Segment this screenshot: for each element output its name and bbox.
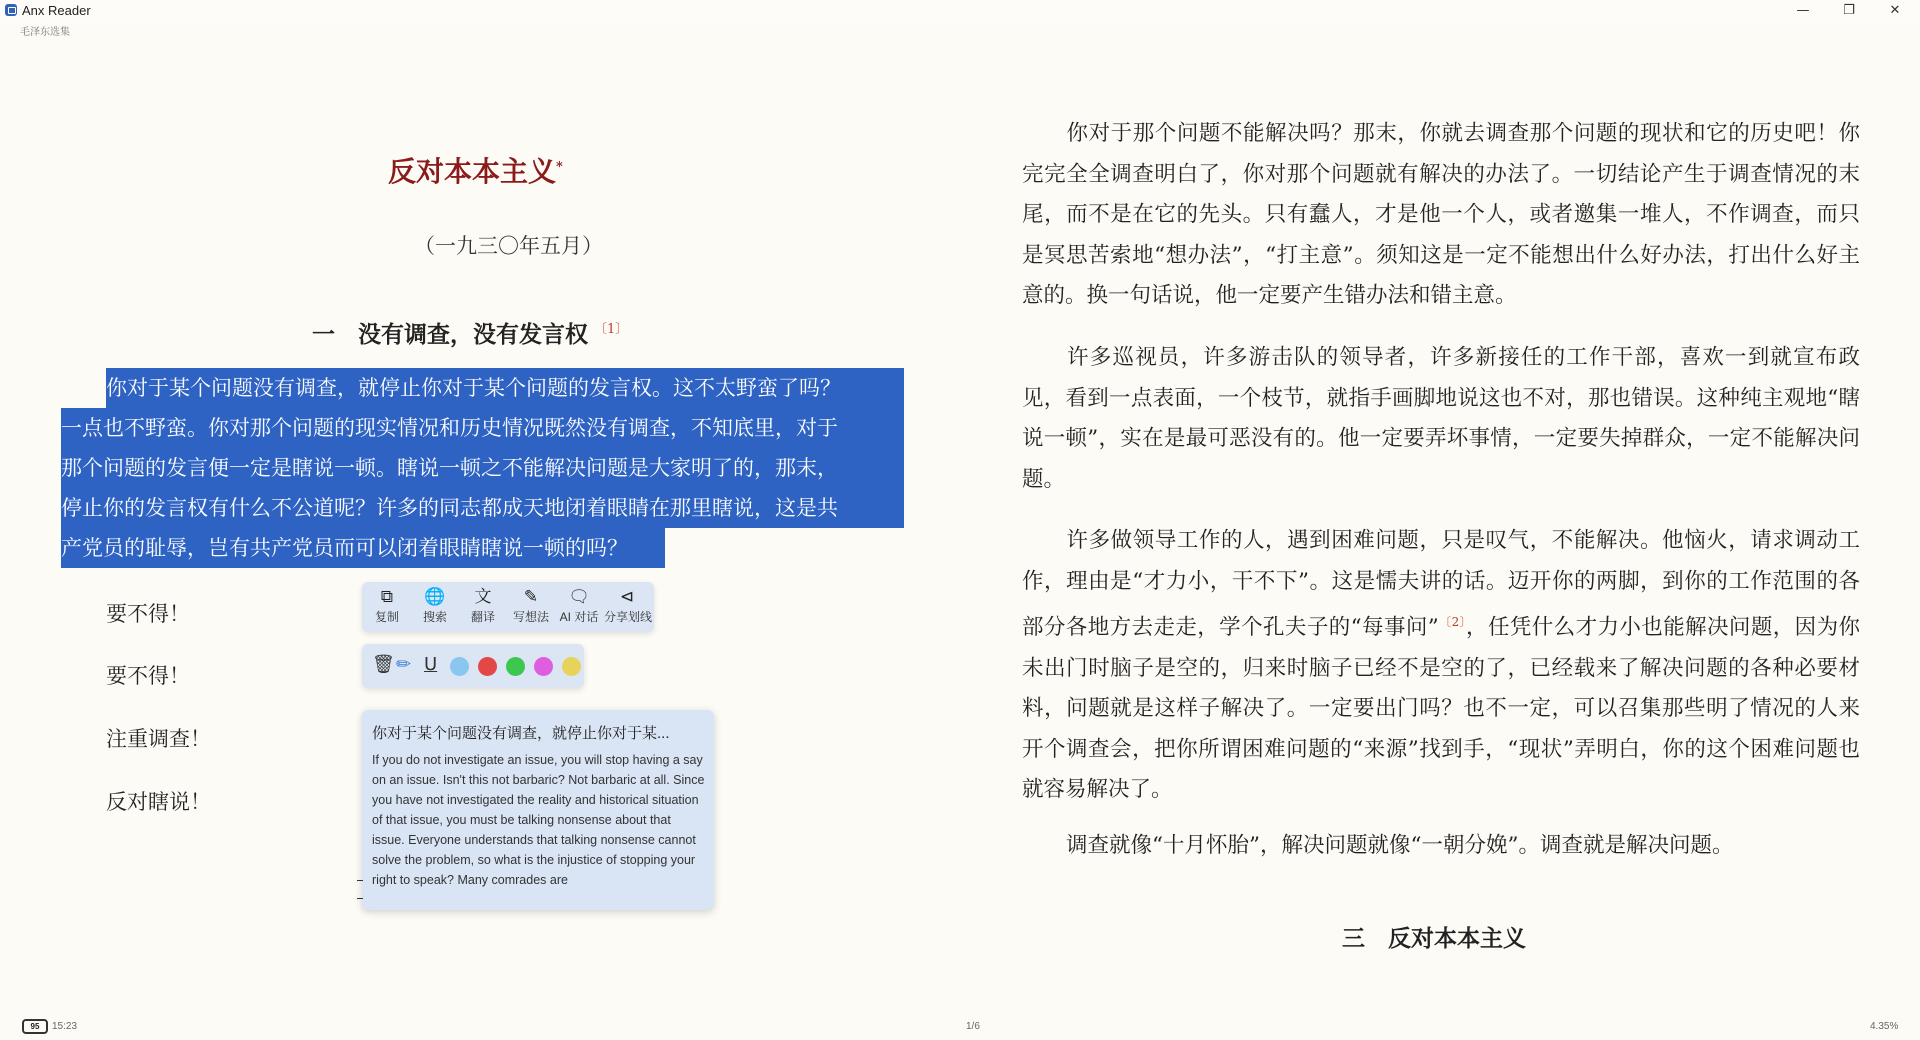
- highlighted-line[interactable]: 那个问题的发言便一定是瞎说一顿。瞎说一顿之不能解决问题是大家明了的，那末，: [61, 448, 904, 488]
- slogan-line: 要不得！: [106, 664, 190, 688]
- write-note-button[interactable]: ✎ 写想法: [508, 586, 554, 625]
- chat-icon: 🗨: [568, 587, 590, 607]
- clock-time: 15:23: [52, 1021, 78, 1032]
- section-title: 三 反对本本主义: [1342, 925, 1526, 952]
- selection-toolbar: [362, 582, 654, 632]
- minimize-icon[interactable]: —: [1796, 3, 1810, 18]
- copy-icon: ⧉: [380, 587, 394, 607]
- underline-icon[interactable]: U: [424, 654, 438, 675]
- paragraph: 许多做领导工作的人，遇到困难问题，只是叹气，不能解决。他恼火，请求调动工作，理由是“才力小，干不下”。这是懦夫讲的话。迈开你的两脚，到你的工作范围的各部分各地方去走走，学个孔夫子的“每事问”$^{〔2〕}$，任凭什么才力小也能解决问题，因为你未出门时脑子是空的，归来时脑子已经不是空的了，已经载来了解决问题的各种必要材料，问题就是这样子解决了。一定要出门吗？也不一定，可以召集那些明了情况的人来开个调查会，把你所谓困难问题的“来源”找到手，“现状”弄明白，你的这个困难问题也就容易解决了。: [1022, 528, 1860, 803]
- battery-indicator: 95: [22, 1019, 48, 1034]
- scroll-marker: [357, 880, 363, 881]
- pen-icon: ✎: [523, 587, 539, 607]
- translation-source: 你对于某个问题没有调查，就停止你对于某...: [372, 725, 670, 742]
- highlighter-icon[interactable]: ✏: [396, 654, 412, 675]
- paragraph: 你对于那个问题不能解决吗？那末，你就去调查那个问题的现状和它的历史吧！你完完全全调查明白了，你对那个问题就有解决的办法了。一切结论产生于调查情况的末尾，而不是在它的先头。只有蠢人，才是他一个人，或者邀集一堆人，不作调查，而只是冥思苦索地“想办法”，“打主意”。须知这是一定不能想出什么好办法，打出什么好主意的。换一句话说，他一定要产生错办法和错主意。: [1022, 121, 1860, 308]
- title-bar: [0, 0, 1920, 22]
- app-title: Anx Reader: [22, 3, 91, 18]
- book-title: 毛泽东选集: [20, 27, 70, 38]
- chapter-footnote-mark[interactable]: *: [556, 159, 563, 175]
- share-icon: ⊲: [619, 587, 635, 607]
- delete-icon[interactable]: 🗑: [372, 654, 395, 675]
- color-swatch-purple[interactable]: [534, 657, 553, 676]
- chapter-title: 反对本本主义*: [388, 155, 563, 188]
- section-footnote-link[interactable]: 〔1〕: [594, 322, 629, 338]
- search-button[interactable]: 🌐 搜索: [412, 586, 458, 625]
- color-swatch-blue[interactable]: [450, 657, 469, 676]
- page-indicator: 1/6: [966, 1021, 980, 1032]
- highlighted-line[interactable]: 一点也不野蛮。你对那个问题的现实情况和历史情况既然没有调查，不知底里，对于: [61, 408, 904, 448]
- paragraph: 许多巡视员，许多游击队的领导者，许多新接任的工作干部，喜欢一到就宣布政见，看到一点表面，一个枝节，就指手画脚地说这也不对，那也错误。这种纯主观地“瞎说一顿”，实在是最可恶没有的。他一定要弄坏事情，一定要失掉群众，一定不能解决问题。: [1022, 345, 1860, 492]
- chapter-date: （一九三〇年五月）: [414, 234, 603, 258]
- paragraph: 调查就像“十月怀胎”，解决问题就像“一朝分娩”。调查就是解决问题。: [1066, 833, 1734, 858]
- highlighted-line[interactable]: 你对于某个问题没有调查，就停止你对于某个问题的发言权。这不太野蛮了吗？: [106, 368, 904, 408]
- slogan-line: 要不得！: [106, 602, 190, 626]
- slogan-line: 反对瞎说！: [106, 790, 211, 814]
- translate-icon: 文: [474, 587, 492, 607]
- share-highlight-button[interactable]: ⊲ 分享划线: [604, 587, 653, 624]
- globe-search-icon: 🌐: [424, 587, 446, 607]
- translate-button[interactable]: 文 翻译: [460, 586, 506, 625]
- scroll-marker: [357, 898, 363, 899]
- color-swatch-yellow[interactable]: [562, 657, 581, 676]
- translation-card[interactable]: [362, 710, 714, 910]
- section-title: 一 没有调查，没有发言权 $^{〔1〕}$: [312, 321, 629, 348]
- slogan-line: 注重调查！: [106, 727, 211, 751]
- footnote-link[interactable]: 〔2〕: [1438, 615, 1467, 629]
- reading-progress: 4.35%: [1870, 1021, 1899, 1032]
- color-swatch-green[interactable]: [506, 657, 525, 676]
- app-logo-icon: [5, 4, 17, 16]
- copy-button[interactable]: ⧉ 复制: [364, 586, 410, 625]
- ai-chat-button[interactable]: 🗨 AI 对话: [556, 586, 602, 625]
- translation-text: If you do not investigate an issue, you will stop having a say on an issue. Isn't this not barbaric? Not barbaric at all. Since you have not investigated the reality and historical situation of that issue, you must be talking nonsense about that issue. Everyone understands that talking nonsense cannot solve the problem, so what is the injustice of stopping your right to speak? Many comrades are: [372, 753, 705, 887]
- highlighted-line[interactable]: 产党员的耻辱，岂有共产党员而可以闭着眼睛瞎说一顿的吗？: [61, 528, 665, 568]
- color-swatch-red[interactable]: [478, 657, 497, 676]
- restore-icon[interactable]: ❐: [1843, 3, 1855, 18]
- highlight-style-bar: [362, 644, 584, 688]
- close-icon[interactable]: ✕: [1889, 3, 1901, 18]
- highlighted-line[interactable]: 停止你的发言权有什么不公道呢？许多的同志都成天地闭着眼睛在那里瞎说，这是共: [61, 488, 904, 528]
